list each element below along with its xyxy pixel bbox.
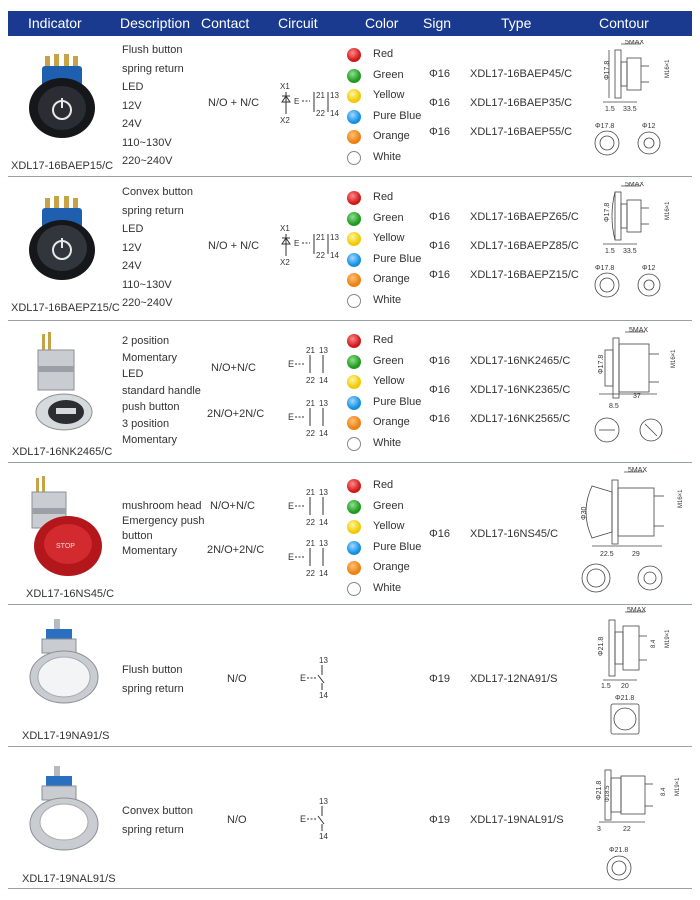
description-line: Flush button	[122, 44, 183, 56]
type-model: XDL17-12NA91/S	[470, 673, 558, 685]
description-line: Convex button	[122, 186, 193, 198]
description-list	[122, 183, 193, 313]
led-dot-icon	[347, 151, 361, 165]
description-line: Convex button	[122, 805, 193, 817]
contact-type: N/O+N/C	[210, 500, 255, 512]
description-line: Momentary	[122, 434, 178, 446]
circuit-label: 13	[330, 233, 339, 242]
circuit-label: 21	[316, 91, 325, 100]
sign-value: Φ16	[429, 97, 451, 109]
color-label: Orange	[373, 561, 410, 573]
description-line: 12V	[122, 99, 142, 112]
led-dot-icon	[347, 130, 361, 144]
led-dot-icon	[347, 334, 361, 348]
contour-dimension: Φ17.8	[595, 265, 615, 272]
contour-drawing	[585, 40, 690, 170]
color-label: White	[373, 581, 402, 594]
contour-drawing	[585, 182, 690, 312]
product-model: XDL17-16BAEPZ15/C	[11, 302, 120, 314]
row-divider	[8, 176, 692, 177]
contour-dimension: 8.4	[651, 639, 657, 648]
sign-value: Φ16	[429, 528, 451, 540]
circuit-label: 22	[316, 251, 325, 260]
description-list	[122, 333, 201, 449]
led-dot-icon	[347, 479, 361, 493]
contour-dimension: 37	[633, 393, 641, 400]
product-model: XDL17-16NS45/C	[26, 588, 115, 600]
sign-value: Φ16	[429, 68, 451, 80]
color-label: Red	[373, 334, 394, 346]
circuit-label: 14	[319, 832, 328, 840]
type-model: XDL17-16NK2465/C	[470, 355, 571, 367]
led-dot-icon	[347, 191, 361, 205]
circuit-label: 13	[319, 399, 328, 408]
contour-dimension: Φ21.8	[598, 636, 605, 656]
svg-text:STOP: STOP	[56, 543, 75, 550]
circuit-label: 13	[319, 797, 328, 806]
header-sign: Sign	[423, 15, 452, 31]
sign-value: Φ19	[429, 814, 451, 826]
circuit-label: 13	[319, 488, 328, 497]
contour-dimension: Φ21.8	[615, 695, 635, 702]
contact-type: N/O	[227, 814, 247, 826]
type-model: XDL17-19NAL91/S	[470, 814, 564, 826]
header-circuit: Circuit	[278, 15, 318, 31]
type-model: XDL17-16BAEP35/C	[470, 97, 573, 109]
type-model: XDL17-16BAEP45/C	[470, 68, 573, 80]
contact-type: N/O + N/C	[208, 97, 260, 109]
circuit-diagram	[300, 796, 340, 840]
description-line: 220~240V	[122, 297, 173, 309]
svg-text:E: E	[300, 814, 307, 824]
description-list	[122, 41, 184, 171]
header-contour: Contour	[599, 15, 649, 31]
color-label: Red	[373, 191, 394, 203]
description-line: Momentary	[122, 545, 178, 557]
led-dot-icon	[347, 500, 361, 514]
type-model: XDL17-16NK2365/C	[470, 384, 571, 396]
description-line: LED	[122, 223, 144, 235]
contour-dimension: 5MAX	[629, 327, 649, 334]
description-line: standard handle	[122, 384, 201, 397]
circuit-diagram	[288, 343, 338, 385]
circuit-label: 22	[306, 376, 315, 385]
led-dot-icon	[347, 355, 361, 369]
description-line: 3 position	[122, 417, 170, 430]
color-label: Orange	[373, 273, 410, 285]
circuit-label: 21	[306, 399, 315, 408]
contact-type: N/O	[227, 673, 247, 685]
contour-dimension: 22	[623, 826, 631, 833]
circuit-label: 22	[306, 429, 315, 438]
led-dot-icon	[347, 89, 361, 103]
contour-drawing	[572, 466, 690, 596]
led-dot-icon	[347, 212, 361, 226]
product-model: XDL17-16BAEP15/C	[11, 160, 114, 172]
circuit-label: 21	[306, 539, 315, 548]
product-model: XDL17-19NA91/S	[22, 730, 110, 742]
color-label: Pure Blue	[373, 109, 422, 122]
svg-text:E: E	[300, 673, 307, 683]
circuit-label: 13	[319, 656, 328, 665]
circuit-diagram	[300, 655, 340, 699]
contour-dimension: 29	[632, 551, 640, 558]
led-dot-icon	[347, 110, 361, 124]
led-dot-icon	[347, 273, 361, 287]
row-divider	[8, 462, 692, 463]
description-line: spring return	[122, 62, 184, 75]
contour-dimension: 1.5	[605, 248, 615, 255]
circuit-label: 14	[330, 109, 339, 118]
contour-dimension: 1.5	[605, 106, 615, 113]
header-color: Color	[365, 15, 399, 31]
description-line: button	[122, 530, 153, 542]
description-line: spring return	[122, 204, 184, 217]
led-dot-icon	[347, 69, 361, 83]
sign-value: Φ16	[429, 126, 451, 138]
description-line: Emergency push	[122, 515, 205, 527]
description-line: 110~130V	[122, 136, 172, 149]
product-image	[12, 190, 112, 290]
contour-dimension: Φ17.8	[598, 354, 605, 374]
led-dot-icon	[347, 561, 361, 575]
circuit-diagram	[288, 536, 338, 578]
type-model: XDL17-16NS45/C	[470, 528, 559, 540]
svg-text:E: E	[288, 552, 295, 562]
circuit-label: 22	[306, 518, 315, 527]
circuit-label: X1	[280, 82, 290, 91]
circuit-label: 13	[330, 91, 339, 100]
description-line: LED	[122, 81, 144, 93]
description-line: push button	[122, 401, 180, 413]
color-label: Orange	[373, 130, 410, 142]
row-divider	[8, 746, 692, 747]
product-image	[12, 762, 112, 857]
product-image	[12, 48, 112, 148]
color-label: Pure Blue	[373, 252, 422, 265]
description-list	[122, 499, 205, 559]
contour-drawing	[585, 326, 690, 456]
contact-type: N/O + N/C	[208, 240, 260, 252]
sign-value: Φ16	[429, 384, 451, 396]
product-image	[12, 474, 112, 584]
description-line: spring return	[122, 823, 184, 836]
led-dot-icon	[347, 232, 361, 246]
description-line: 2 position	[122, 335, 170, 347]
contour-dimension: M19×1	[675, 777, 681, 796]
description-line: 110~130V	[122, 278, 172, 291]
circuit-label: 22	[306, 569, 315, 578]
contour-dimension: M16×1	[665, 59, 671, 78]
product-model: XDL17-19NAL91/S	[22, 873, 116, 885]
color-label: Red	[373, 48, 394, 60]
circuit-diagram	[278, 80, 348, 126]
led-dot-icon	[347, 294, 361, 308]
color-label: White	[373, 150, 402, 163]
contour-dimension: 3	[597, 826, 601, 833]
contour-dimension: 5MAX	[627, 607, 647, 614]
circuit-label: X2	[280, 258, 290, 267]
circuit-label: 14	[319, 691, 328, 699]
svg-text:E: E	[288, 412, 295, 422]
contour-dimension: 1.5	[601, 683, 611, 690]
description-line: spring return	[122, 682, 184, 695]
header-type: Type	[501, 15, 532, 31]
sign-value: Φ19	[429, 673, 451, 685]
header-description: Description	[120, 15, 191, 31]
type-model: XDL17-16BAEPZ65/C	[470, 211, 579, 223]
led-dot-icon	[347, 582, 361, 596]
circuit-diagram	[278, 222, 348, 268]
header-indicator: Indicator	[28, 15, 82, 31]
sign-value: Φ16	[429, 211, 451, 223]
contour-dimension: 5MAX	[625, 182, 645, 188]
contour-dimension: Φ12	[642, 265, 656, 272]
color-label: White	[373, 293, 402, 306]
circuit-label: 13	[319, 539, 328, 548]
contour-dimension: M16×1	[678, 489, 684, 508]
product-model: XDL17-16NK2465/C	[12, 446, 113, 458]
contact-type: 2N/O+2N/C	[207, 408, 265, 420]
description-line: Momentary	[122, 351, 178, 364]
description-line: 220~240V	[122, 155, 173, 167]
color-label: Green	[373, 68, 404, 81]
header-contact: Contact	[201, 15, 250, 31]
color-label: Green	[373, 354, 404, 367]
contour-dimension: 5MAX	[625, 40, 645, 46]
contour-dimension: Φ18.5	[605, 785, 611, 802]
contour-drawing	[585, 606, 690, 744]
circuit-label: 21	[316, 233, 325, 242]
contour-drawing	[585, 758, 690, 888]
color-label: Green	[373, 211, 404, 224]
product-image	[12, 330, 112, 440]
color-label: Orange	[373, 416, 410, 428]
contour-dimension: Φ21.8	[596, 780, 603, 800]
description-list	[122, 802, 193, 839]
type-model: XDL17-16NK2565/C	[470, 413, 571, 425]
led-dot-icon	[347, 416, 361, 430]
svg-text:E: E	[288, 501, 295, 511]
circuit-label: 14	[319, 376, 328, 385]
led-dot-icon	[347, 253, 361, 267]
circuit-label: X2	[280, 116, 290, 125]
type-model: XDL17-16BAEP55/C	[470, 126, 573, 138]
color-label: Pure Blue	[373, 395, 422, 408]
contour-dimension: 8.5	[609, 403, 619, 410]
description-list	[122, 661, 184, 698]
led-dot-icon	[347, 520, 361, 534]
contour-dimension: Φ12	[642, 123, 656, 130]
circuit-label: 14	[319, 518, 328, 527]
color-label: Yellow	[373, 232, 405, 244]
contour-dimension: 8.4	[661, 787, 667, 796]
contour-dimension: 33.5	[623, 106, 637, 113]
description-line: 12V	[122, 241, 142, 254]
contour-dimension: 20	[621, 683, 629, 690]
contour-dimension: Φ17.8	[595, 123, 615, 130]
description-line: LED	[122, 368, 144, 380]
contour-dimension: M16×1	[665, 201, 671, 220]
sign-value: Φ16	[429, 413, 451, 425]
led-dot-icon	[347, 541, 361, 555]
circuit-diagram	[288, 485, 338, 527]
circuit-label: 14	[319, 429, 328, 438]
contour-dimension: Φ17.8	[604, 202, 611, 222]
circuit-label: 13	[319, 346, 328, 355]
color-label: Pure Blue	[373, 540, 422, 553]
contour-dimension: 5MAX	[628, 467, 648, 474]
row-divider	[8, 888, 692, 889]
color-label: Yellow	[373, 520, 405, 532]
type-model: XDL17-16BAEPZ15/C	[470, 269, 579, 281]
led-dot-icon	[347, 437, 361, 451]
color-label: Yellow	[373, 89, 405, 101]
color-label: Green	[373, 499, 404, 512]
sign-value: Φ16	[429, 240, 451, 252]
description-line: 24V	[122, 118, 142, 130]
circuit-label: 22	[316, 109, 325, 118]
description-line: 24V	[122, 260, 142, 272]
contour-dimension: Φ30	[581, 506, 588, 520]
led-dot-icon	[347, 375, 361, 389]
contour-dimension: M19×1	[665, 629, 671, 648]
circuit-label: 14	[319, 569, 328, 578]
contour-dimension: Φ17.8	[604, 60, 611, 80]
sign-value: Φ16	[429, 269, 451, 281]
product-image	[12, 615, 112, 710]
contour-dimension: M16×1	[671, 349, 677, 368]
sign-value: Φ16	[429, 355, 451, 367]
color-label: White	[373, 436, 402, 449]
description-line: Flush button	[122, 664, 183, 676]
color-label: Red	[373, 479, 394, 491]
circuit-label: 21	[306, 488, 315, 497]
contact-type: N/O+N/C	[211, 362, 256, 374]
led-dot-icon	[347, 48, 361, 62]
description-line: mushroom head	[122, 500, 202, 512]
contour-dimension: Φ21.8	[609, 847, 629, 854]
svg-text:E: E	[294, 239, 300, 248]
led-dot-icon	[347, 396, 361, 410]
circuit-label: 21	[306, 346, 315, 355]
svg-text:E: E	[288, 359, 295, 369]
circuit-label: X1	[280, 224, 290, 233]
contour-dimension: 33.5	[623, 248, 637, 255]
contour-dimension: 22.5	[600, 551, 614, 558]
color-label: Yellow	[373, 375, 405, 387]
svg-text:E: E	[294, 97, 300, 106]
contact-type: 2N/O+2N/C	[207, 544, 265, 556]
table-header	[8, 11, 692, 36]
circuit-label: 14	[330, 251, 339, 260]
row-divider	[8, 320, 692, 321]
row-divider	[8, 604, 692, 605]
circuit-diagram	[288, 396, 338, 438]
type-model: XDL17-16BAEPZ85/C	[470, 240, 579, 252]
